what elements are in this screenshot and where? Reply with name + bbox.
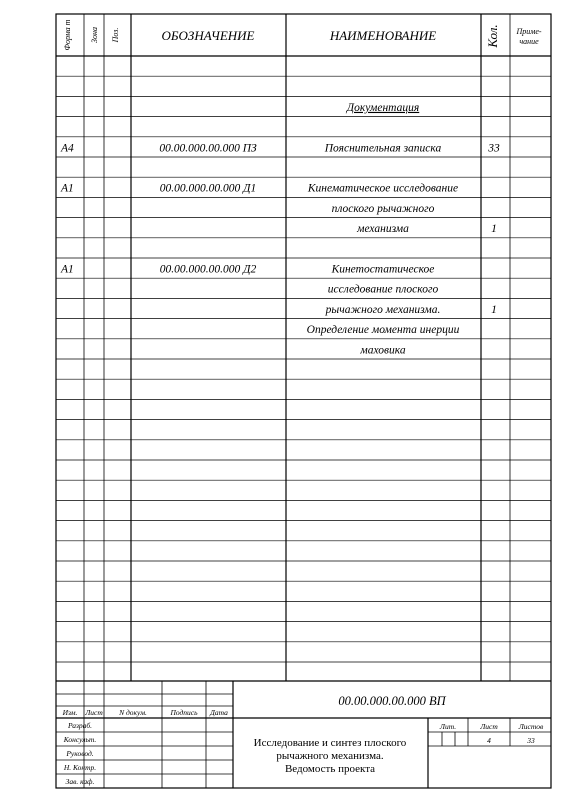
- lit-label: Лит.: [439, 722, 457, 731]
- stamp-col-change: Изм.: [62, 708, 78, 717]
- row-format: A4: [61, 142, 74, 155]
- project-title-line3: Ведомость проекта: [284, 763, 376, 775]
- row-designation: 00.00.000.00.000 Д1: [159, 182, 257, 195]
- stamp-col-doc-no: N докум.: [119, 708, 147, 717]
- stamp-role-consultant: Консульт.: [63, 735, 97, 744]
- project-title-line2: рычажного механизма.: [276, 750, 384, 762]
- header-name: НАИМЕНОВАНИЕ: [329, 28, 437, 43]
- project-title-line1: Исследование и синтез плоского: [253, 737, 407, 749]
- stamp-role-norm-control: Н. Контр.: [63, 763, 97, 772]
- stamp-role-supervisor: Руковод.: [66, 749, 94, 758]
- row-quantity: 1: [491, 223, 497, 236]
- title-block: [56, 681, 551, 788]
- row-name: маховика: [360, 344, 406, 357]
- stamp-col-signature: Подпись: [170, 708, 198, 717]
- document-code: 00.00.000.00.000 ВП: [338, 694, 446, 708]
- row-quantity: 1: [491, 303, 497, 316]
- header-note-line2: чание: [519, 37, 539, 46]
- stamp-role-head-of-dept: Зав. каф.: [65, 777, 95, 786]
- row-designation: 00.00.000.00.000 Д2: [159, 263, 257, 276]
- sheets-value: 33: [527, 736, 535, 745]
- section-heading: Документация: [346, 101, 420, 114]
- row-format: A1: [61, 263, 74, 276]
- header-designation: ОБОЗНАЧЕНИЕ: [161, 28, 255, 43]
- row-name: Кинематическое исследование: [307, 182, 459, 195]
- sheets-label: Листов: [518, 722, 544, 731]
- table-rows: [60, 102, 500, 356]
- row-name: исследование плоского: [327, 283, 439, 296]
- table-grid: [56, 14, 551, 681]
- row-name: Кинетостатическое: [331, 263, 435, 276]
- stamp-col-sheet: Лист: [85, 708, 103, 717]
- header-note-line1: Приме-: [516, 27, 542, 36]
- row-format: A1: [61, 182, 74, 195]
- row-designation: 00.00.000.00.000 ПЗ: [159, 142, 257, 155]
- row-name: механизма: [357, 223, 409, 236]
- row-name: Пояснительная записка: [324, 142, 442, 155]
- sheet-value: 4: [487, 736, 491, 745]
- sheet-frame: [56, 14, 551, 788]
- header-format: Форма т: [63, 19, 72, 51]
- stamp-col-date: Дата: [210, 708, 228, 717]
- sheet-label: Лист: [480, 722, 498, 731]
- row-quantity: 33: [488, 142, 500, 155]
- header-position: Поз.: [111, 27, 120, 43]
- table-header: [56, 19, 551, 56]
- row-name: плоского рычажного: [331, 202, 435, 215]
- stamp-role-developer: Разраб.: [67, 721, 93, 730]
- header-zone: Зона: [90, 27, 99, 43]
- row-name: рычажного механизма.: [325, 303, 441, 316]
- row-name: Определение момента инерции: [306, 324, 460, 337]
- header-quantity: Кол.: [485, 24, 500, 48]
